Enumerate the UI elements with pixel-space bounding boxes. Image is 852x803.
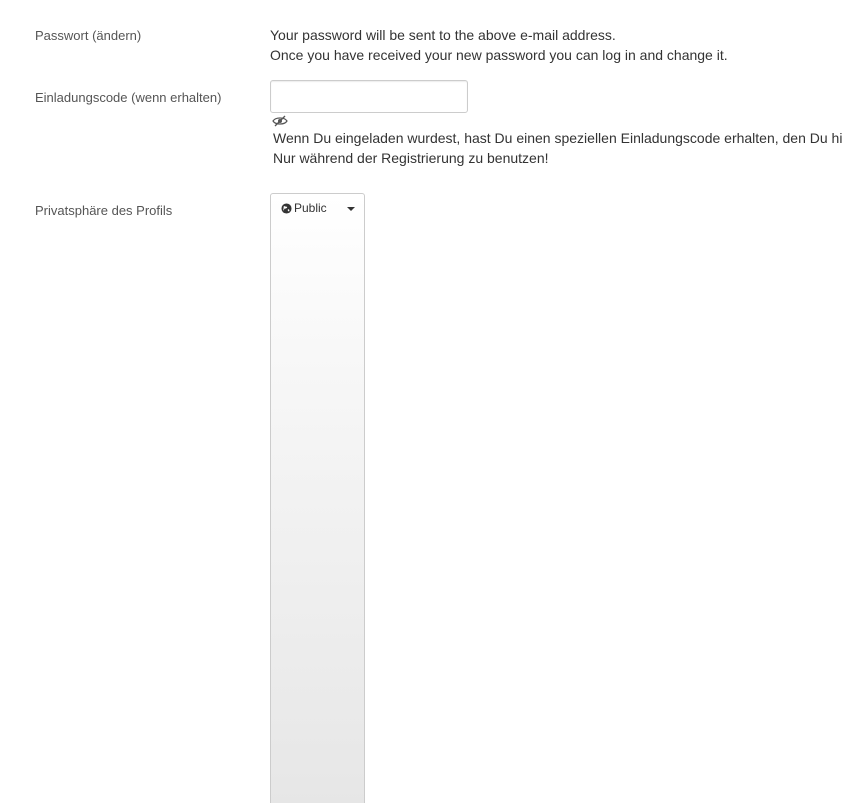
invite-code-help: [273, 128, 852, 168]
globe-icon: [281, 203, 292, 214]
privacy-selected-value: Public: [294, 201, 327, 215]
password-label: Passwort (ändern): [35, 28, 142, 43]
profile-privacy-label: Privatsphäre des Profils: [35, 203, 173, 218]
eye-slash-icon[interactable]: [272, 115, 288, 127]
invite-help-line1: Wenn Du eingeladen wurdest, hast Du einen speziellen Einladungscode erhalten, den Du hi: [273, 130, 843, 146]
password-info-line1: Your password will be sent to the above e-mail address.: [270, 27, 616, 43]
profile-privacy-dropdown[interactable]: [270, 193, 365, 803]
invite-code-label: Einladungscode (wenn erhalten): [35, 90, 222, 105]
caret-down-icon: [347, 207, 355, 211]
password-info-line2: Once you have received your new password you can log in and change it.: [270, 47, 728, 63]
invite-help-line2: Nur während der Registrierung zu benutzen!: [273, 150, 549, 166]
invite-code-input[interactable]: [270, 80, 468, 113]
